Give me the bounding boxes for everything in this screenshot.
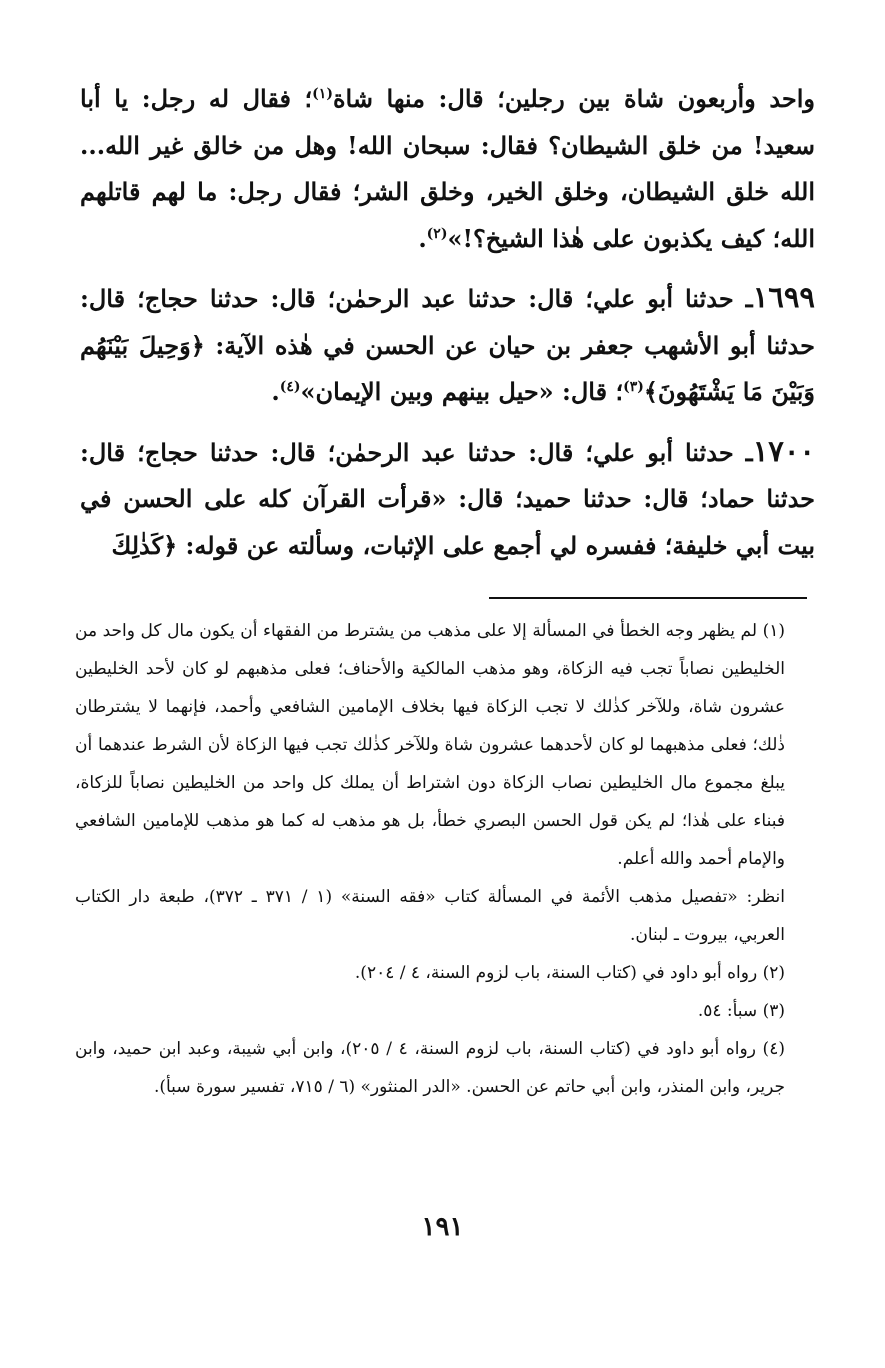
footnotes	[75, 612, 815, 1106]
paragraph-text: ؛ فقال له رجل: يا أبا سعيد! من خلق الشيطان؟ فقال: سبحان الله! وهل من خالق غير الله... الله خلق الشيطان، وخلق الخير، وخلق الشر؛ فقال رجل: ما لهم قاتلهم الله؛ كيف يكذبون على هٰذا الشيخ؟!»	[80, 84, 815, 253]
paragraph-text: ـ حدثنا أبو علي؛ قال: حدثنا عبد الرحمٰن؛ قال: حدثنا حجاج؛ قال: حدثنا أبو الأشهب جعفر بن حيان عن الحسن في هٰذه الآية: ﴿وَحِيلَ بَيْنَهُم وَبَيْنَ مَا يَشْتَهُونَ﴾	[80, 284, 815, 406]
footnote-ref-2[interactable]: (٢)	[426, 225, 448, 242]
footnote-ref-3[interactable]: (٣)	[623, 379, 644, 395]
page-number: ١٩١	[421, 1212, 464, 1242]
hadith-1700	[80, 428, 815, 570]
footnote-ref-1[interactable]: (١)	[312, 86, 333, 102]
hadith-number: ١٦٩٩	[752, 280, 815, 314]
footnote-4: (٤) رواه أبو داود في (كتاب السنة، باب لزوم السنة، ٤ / ٢٠٥)، وابن أبي شيبة، وعبد ابن حميد، وابن جرير، وابن المنذر، وابن أبي حاتم عن الحسن. «الدر المنثور» (٦ / ٧١٥، تفسير سورة سبأ).	[75, 1039, 785, 1097]
footnote-1-reference: انظر: «تفصيل مذهب الأئمة في المسألة كتاب «فقه السنة» (١ / ٣٧١ ـ ٣٧٢)، طبعة دار الكتاب العربي، بيروت ـ لبنان.	[75, 887, 785, 945]
paragraph-end: .	[418, 223, 427, 253]
footnote-2: (٢) رواه أبو داود في (كتاب السنة، باب لزوم السنة، ٤ / ٢٠٤).	[354, 963, 785, 983]
hadith-1699	[80, 274, 815, 416]
footnote-separator	[489, 597, 807, 599]
hadith-number: ١٧٠٠	[752, 433, 815, 468]
footnote-ref-4[interactable]: (٤)	[279, 379, 301, 395]
footnote-1: (١) لم يظهر وجه الخطأ في المسألة إلا على مذهب من يشترط من الفقهاء أن يكون مال كل واحد من الخليطين نصاباً تجب فيه الزكاة، وهو مذهب المالكية والأحناف؛ فعلى مذهبهم لو كان لأحد الخليطين عشرون شاة، وللآخر كذٰلك لا تجب الزكاة فيها بخلاف الإمامين الشافعي وأحمد، فإنهما لا يشترطان ذٰلك؛ فعلى مذهبهما لو كان لأحدهما عشرون شاة وللآخر كذٰلك تجب فيها الزكاة لأن الشرط عندهما أن يبلغ مجموع مال الخليطين نصاب الزكاة دون اشتراط أن يملك كل واحد من الخليطين نصاباً للزكاة، فبناء على هٰذا؛ لم يكن قول الحسن البصري خطأ، بل هو مذهب له كما هو مذهب للإمامين الشافعي والإمام أحمد والله أعلم.	[75, 621, 785, 869]
paragraph-continuation	[80, 76, 815, 262]
paragraph-text: واحد وأربعون شاة بين رجلين؛ قال: منها شاة	[332, 84, 816, 113]
footnote-3: (٣) سبأ: ٥٤.	[697, 1001, 785, 1021]
paragraph-text: ؛ قال: «حيل بينهم وبين الإيمان»	[300, 377, 624, 406]
main-text-body	[80, 76, 815, 569]
paragraph-text: ـ حدثنا أبو علي؛ قال: حدثنا عبد الرحمٰن؛ قال: حدثنا حجاج؛ قال: حدثنا حماد؛ قال: حدثنا حميد؛ قال: «قرأت القرآن كله على الحسن في بيت أبي خليفة؛ ففسره لي أجمع على الإثبات، وسألته عن قوله: ﴿كَذٰلِكَ	[80, 437, 815, 560]
paragraph-end: .	[271, 377, 280, 406]
